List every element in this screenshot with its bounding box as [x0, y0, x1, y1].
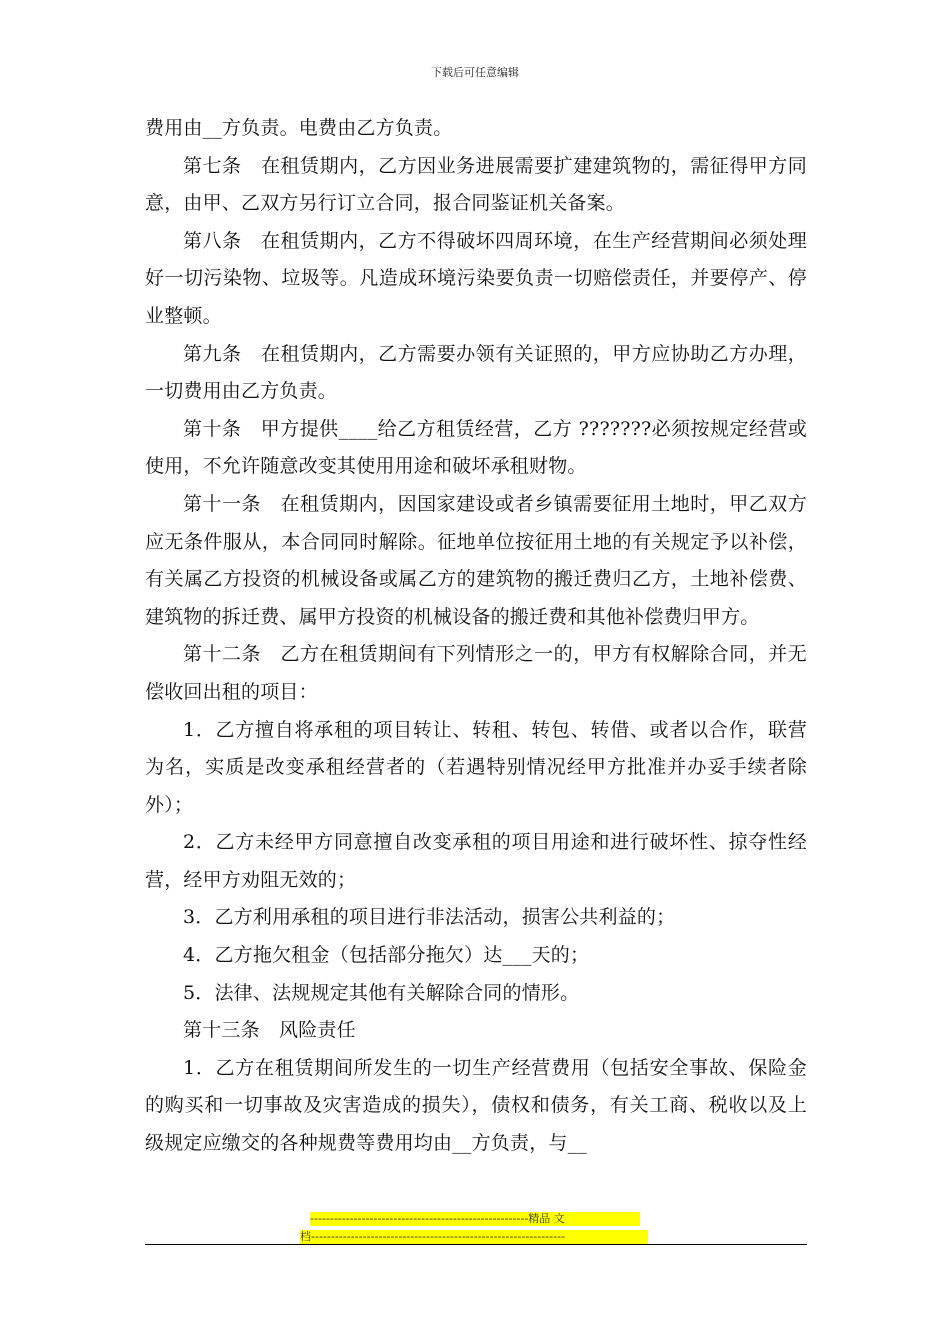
footer-watermark-line-2: 档---------------------------------------------------------------- [300, 1230, 648, 1244]
list-item-12-1: 1．乙方擅自将承租的项目转让、转租、转包、转借、或者以合作，联营为名，实质是改变承租经营者的（若遇特别情况经甲方批准并办妥手续者除外）； [145, 718, 807, 816]
page-header: 下载后可任意编辑 [431, 66, 519, 79]
paragraph-fee-continuation: 费用由__方负责。电费由乙方负责。 [145, 117, 453, 139]
paragraph-article-10: 第十条 甲方提供____给乙方租赁经营，乙方 ???????必须按规定经营或使用，不允许随意改变其使用用途和破坏承租财物。 [145, 417, 807, 478]
footer-watermark-line-1: -------------------------------------------------------精品 文 [310, 1212, 640, 1226]
footer-watermark [300, 1212, 650, 1248]
list-item-12-3: 3．乙方利用承租的项目进行非法活动，损害公共利益的； [183, 906, 676, 929]
paragraph-article-12: 第十二条 乙方在租赁期间有下列情形之一的，甲方有权解除合同，并无偿收回出租的项目： [145, 643, 807, 703]
list-item-12-2: 2．乙方未经甲方同意擅自改变承租的项目用途和进行破坏性、掠夺性经营，经甲方劝阻无效的； [145, 831, 807, 891]
paragraph-article-11: 第十一条 在租赁期内，因国家建设或者乡镇需要征用土地时，甲乙双方应无条件服从，本合同同时解除。征地单位按征用土地的有关规定予以补偿，有关属乙方投资的机械设备或属乙方的建筑物的搬迁费归乙方，土地补偿费、建筑物的拆迁费、属甲方投资的机械设备的搬迁费和其他补偿费归甲方。 [145, 492, 807, 628]
paragraph-article-9: 第九条 在租赁期内，乙方需要办领有关证照的，甲方应协助乙方办理，一切费用由乙方负责。 [145, 342, 807, 403]
footer-divider [145, 1244, 807, 1245]
list-item-12-4: 4．乙方拖欠租金（包括部分拖欠）达___天的； [183, 944, 590, 967]
list-item-13-1: 1．乙方在租赁期间所发生的一切生产经营费用（包括安全事故、保险金的购买和一切事故及灾害造成的损失），债权和债务，有关工商、税收以及上级规定应缴交的各种规费等费用均由__方负责，与__ [145, 1056, 807, 1155]
list-item-12-5: 5．法律、法规规定其他有关解除合同的情形。 [183, 981, 580, 1004]
paragraph-article-7: 第七条 在租赁期内，乙方因业务进展需要扩建建筑物的，需征得甲方同意，由甲、乙双方另行订立合同，报合同鉴证机关备案。 [145, 154, 807, 215]
paragraph-article-13: 第十三条 风险责任 [183, 1019, 356, 1042]
document-body [145, 110, 807, 1163]
paragraph-article-8: 第八条 在租赁期内，乙方不得破坏四周环境，在生产经营期间必须处理好一切污染物、垃圾等。凡造成环境污染要负责一切赔偿责任，并要停产、停业整顿。 [145, 229, 807, 327]
